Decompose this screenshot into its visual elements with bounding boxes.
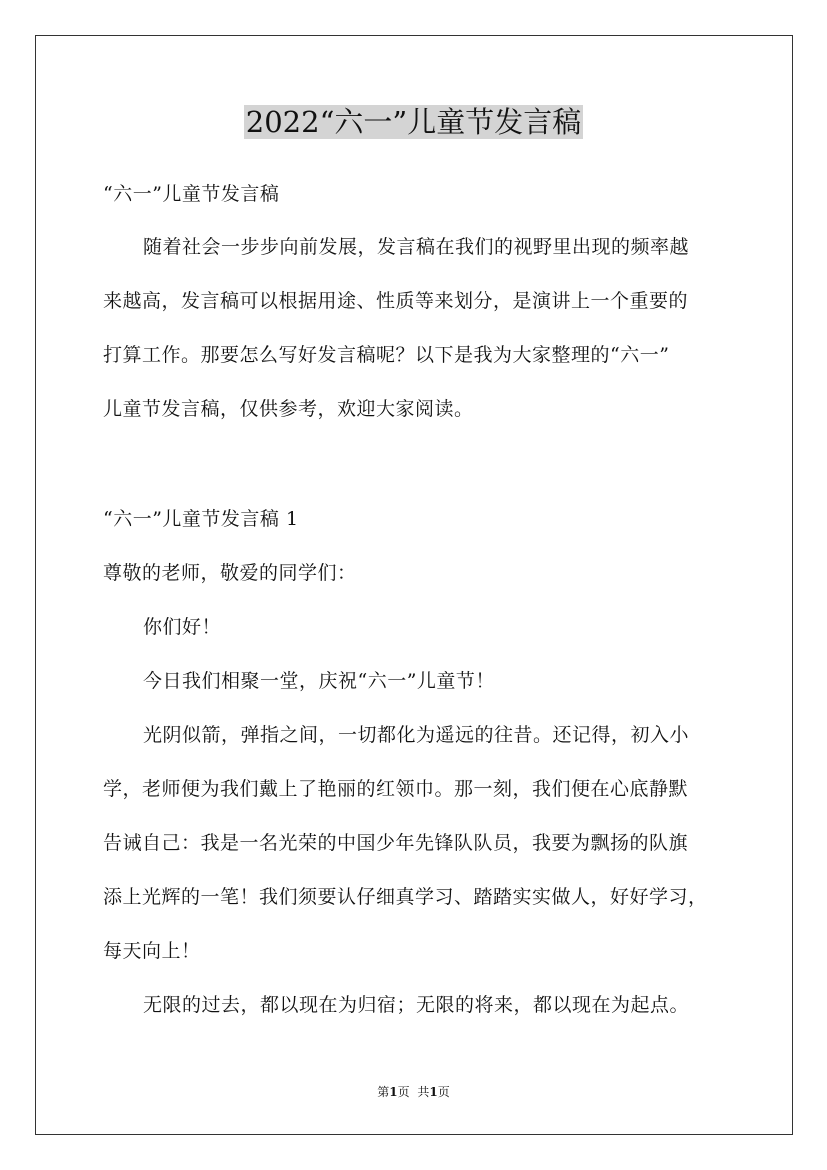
title-text: 2022“六一”儿童节发言稿 — [245, 105, 582, 139]
footer-total-prefix: 共 — [417, 1085, 430, 1099]
footer-total-number: 1 — [429, 1085, 438, 1099]
footer-page-suffix: 页 — [397, 1085, 410, 1099]
intro-line: 打算工作。那要怎么写好发言稿呢？以下是我为大家整理的“六一” — [103, 344, 670, 366]
paragraph-line: 学，老师便为我们戴上了艳丽的红领巾。那一刻，我们便在心底静默 — [103, 778, 689, 800]
today-line: 今日我们相聚一堂，庆祝“六一”儿童节！ — [143, 670, 495, 692]
page-footer — [0, 1084, 827, 1100]
footer-page-prefix: 第 — [377, 1085, 390, 1099]
closing-line: 无限的过去，都以现在为归宿；无限的将来，都以现在为起点。 — [143, 994, 690, 1016]
paragraph-line: 每天向上！ — [103, 940, 201, 962]
intro-line: 儿童节发言稿，仅供参考，欢迎大家阅读。 — [103, 398, 474, 420]
paragraph-line: 添上光辉的一笔！我们须要认仔细真学习、踏踏实实做人，好好学习， — [103, 886, 708, 908]
footer-total-suffix: 页 — [437, 1085, 450, 1099]
footer-page-number: 1 — [389, 1085, 398, 1099]
document-title — [0, 100, 827, 144]
intro-line: 随着社会一步步向前发展，发言稿在我们的视野里出现的频率越 — [143, 236, 690, 258]
hello-line: 你们好！ — [143, 616, 222, 638]
greeting: 尊敬的老师，敬爱的同学们： — [103, 562, 357, 584]
paragraph-line: 光阴似箭，弹指之间，一切都化为遥远的往昔。还记得，初入小 — [143, 724, 690, 746]
paragraph-line: 告诫自己：我是一名光荣的中国少年先锋队队员，我要为飘扬的队旗 — [103, 832, 689, 854]
section-heading: “六一”儿童节发言稿 1 — [103, 508, 299, 530]
intro-line: 来越高，发言稿可以根据用途、性质等来划分，是演讲上一个重要的 — [103, 290, 689, 312]
subtitle: “六一”儿童节发言稿 — [103, 183, 280, 205]
